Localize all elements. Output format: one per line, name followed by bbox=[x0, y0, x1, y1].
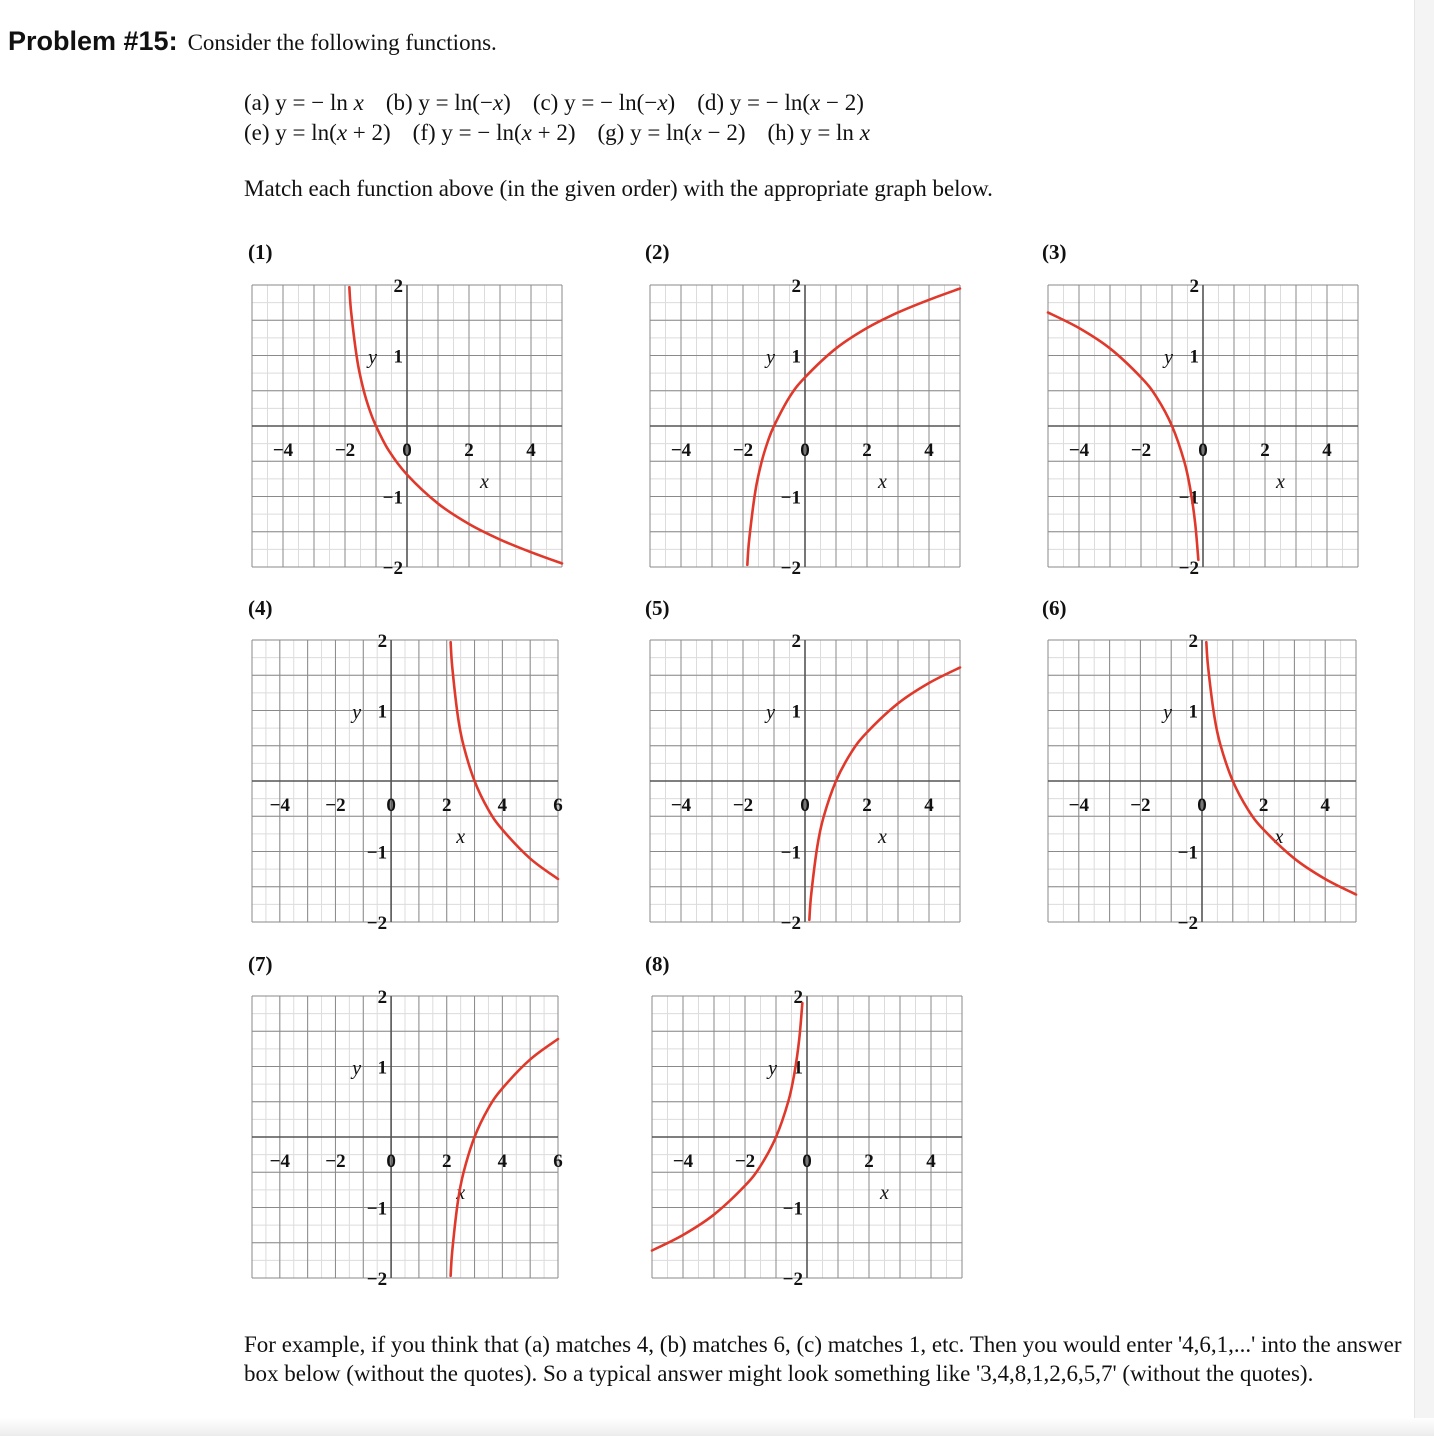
x-tick-label: 0 bbox=[1198, 440, 1208, 461]
y-tick-label: 2 bbox=[791, 631, 801, 652]
x-tick-label: 4 bbox=[497, 795, 508, 816]
y-axis-label: y bbox=[1164, 346, 1173, 369]
y-axis-label: y bbox=[352, 701, 362, 724]
function-expr: y = − ln(− bbox=[564, 90, 658, 115]
x-tick-label: 4 bbox=[526, 440, 536, 461]
x-tick-label: 2 bbox=[441, 795, 452, 816]
y-tick-label: −1 bbox=[1177, 842, 1198, 864]
x-tick-label: 4 bbox=[497, 1151, 508, 1172]
function-tag: (d) bbox=[697, 90, 730, 115]
y-tick-label: 2 bbox=[377, 987, 388, 1008]
y-tick-label: 1 bbox=[1188, 701, 1198, 723]
x-tick-label: −4 bbox=[1068, 440, 1090, 461]
function-variable: x bbox=[691, 120, 702, 145]
graph-curve bbox=[809, 667, 960, 919]
y-tick-label: 1 bbox=[1189, 346, 1199, 368]
y-tick-label: −1 bbox=[366, 1198, 388, 1220]
function-tag: (a) bbox=[244, 90, 276, 115]
function-variable: x bbox=[353, 90, 364, 115]
y-tick-label: 2 bbox=[791, 276, 801, 297]
y-tick-label: −1 bbox=[366, 842, 388, 864]
graph-label-1: (1) bbox=[248, 240, 273, 264]
y-tick-label: 2 bbox=[393, 276, 403, 297]
x-axis-label: x bbox=[480, 471, 489, 493]
graph-5 bbox=[650, 631, 960, 934]
function-variable: x bbox=[521, 120, 532, 145]
x-axis-label: x bbox=[1274, 826, 1284, 848]
x-tick-label: 0 bbox=[802, 1151, 812, 1172]
y-tick-label: −2 bbox=[382, 558, 403, 579]
x-axis-label: x bbox=[880, 1182, 889, 1204]
function-variable: x bbox=[859, 120, 870, 145]
x-tick-label: −2 bbox=[334, 440, 356, 461]
x-tick-label: −2 bbox=[325, 795, 346, 816]
function-variable: x bbox=[810, 90, 821, 115]
function-expr-end: ) bbox=[667, 90, 676, 115]
function-tag: (f) bbox=[412, 120, 442, 145]
graph-label-6: (6) bbox=[1042, 596, 1067, 620]
y-tick-label: −2 bbox=[782, 1269, 803, 1290]
y-tick-label: 1 bbox=[791, 701, 801, 723]
x-axis-label: x bbox=[1276, 471, 1285, 493]
graph-curve bbox=[1206, 642, 1356, 894]
y-tick-label: −2 bbox=[366, 913, 388, 934]
y-tick-label: −1 bbox=[780, 842, 801, 864]
function-g bbox=[598, 120, 746, 145]
function-c bbox=[533, 90, 675, 115]
graph-label-3: (3) bbox=[1042, 240, 1067, 264]
x-tick-label: −4 bbox=[672, 1151, 694, 1172]
graph-label-2: (2) bbox=[645, 240, 670, 264]
function-expr: y = − ln bbox=[275, 90, 354, 115]
graph-curve bbox=[652, 1003, 802, 1250]
y-tick-label: 2 bbox=[1189, 276, 1199, 297]
y-tick-label: −2 bbox=[1177, 913, 1198, 934]
graph-6 bbox=[1048, 631, 1356, 934]
x-tick-label: 2 bbox=[441, 1151, 452, 1172]
y-axis-label: y bbox=[352, 1057, 362, 1080]
x-tick-label: 2 bbox=[862, 440, 872, 461]
x-tick-label: 2 bbox=[862, 795, 872, 816]
x-tick-label: −2 bbox=[1130, 795, 1151, 816]
x-tick-label: 2 bbox=[464, 440, 474, 461]
function-expr-end: − 2) bbox=[820, 90, 864, 115]
problem-label: Problem #15: bbox=[8, 26, 178, 56]
graph-label-4: (4) bbox=[248, 596, 273, 620]
function-e bbox=[244, 120, 391, 145]
function-expr: y = ln( bbox=[630, 120, 692, 145]
x-tick-label: 4 bbox=[924, 440, 934, 461]
x-tick-label: 0 bbox=[800, 440, 810, 461]
x-axis-label: x bbox=[456, 826, 466, 848]
x-tick-label: −4 bbox=[670, 440, 692, 461]
y-tick-label: −1 bbox=[1178, 487, 1199, 509]
graph-3 bbox=[1048, 276, 1358, 579]
function-expr: y = − ln( bbox=[441, 120, 522, 145]
graph-curve bbox=[451, 642, 558, 879]
y-tick-label: 1 bbox=[377, 1057, 388, 1079]
x-tick-label: 2 bbox=[1258, 795, 1269, 816]
functions-row-2 bbox=[244, 120, 892, 146]
page-bottom-edge bbox=[0, 1418, 1434, 1436]
y-axis-label: y bbox=[368, 346, 377, 369]
y-tick-label: −1 bbox=[382, 487, 403, 509]
problem-intro: Consider the following functions. bbox=[187, 30, 497, 55]
x-tick-label: 0 bbox=[386, 795, 396, 816]
graph-label-7: (7) bbox=[248, 952, 273, 976]
y-tick-label: −1 bbox=[780, 487, 801, 509]
x-tick-label: −4 bbox=[269, 1151, 290, 1172]
x-tick-label: −4 bbox=[670, 795, 692, 816]
function-variable: x bbox=[657, 90, 668, 115]
x-tick-label: 6 bbox=[553, 1151, 563, 1172]
x-tick-label: 2 bbox=[864, 1151, 874, 1172]
graph-8 bbox=[652, 987, 962, 1290]
graph-7 bbox=[252, 987, 563, 1290]
x-tick-label: 2 bbox=[1260, 440, 1270, 461]
instruction-text: Match each function above (in the given order) with the appropriate graph below. bbox=[244, 176, 993, 201]
problem-header bbox=[8, 26, 497, 57]
function-d bbox=[697, 90, 864, 115]
x-tick-label: 0 bbox=[1197, 795, 1207, 816]
x-tick-label: −4 bbox=[1068, 795, 1089, 816]
x-axis-label: x bbox=[878, 826, 887, 848]
y-tick-label: −1 bbox=[782, 1198, 803, 1220]
function-expr: y = ln bbox=[800, 120, 860, 145]
y-tick-label: 1 bbox=[377, 701, 388, 723]
x-tick-label: −4 bbox=[269, 795, 290, 816]
graph-1 bbox=[252, 276, 562, 579]
function-expr: y = ln(− bbox=[418, 90, 493, 115]
y-tick-label: 1 bbox=[393, 346, 403, 368]
example-instructions: For example, if you think that (a) matches 4, (b) matches 6, (c) matches 1, etc. Then you would enter '4,6,1,...' into the answer box below (without the quotes). So a typical answer might look something like '3,4,8,1,2,6,5,7' (without the quotes). bbox=[244, 1332, 1402, 1386]
graph-curve bbox=[1048, 312, 1198, 559]
page-scroll-edge bbox=[1414, 0, 1434, 1436]
x-tick-label: 6 bbox=[553, 795, 563, 816]
function-tag: (h) bbox=[767, 120, 801, 145]
function-variable: x bbox=[492, 90, 504, 115]
graph-label-5: (5) bbox=[645, 596, 670, 620]
y-axis-label: y bbox=[1163, 701, 1172, 724]
graph-2 bbox=[650, 276, 960, 579]
y-tick-label: 2 bbox=[377, 631, 388, 652]
function-a bbox=[244, 90, 364, 115]
function-expr: y = ln( bbox=[275, 120, 337, 145]
y-tick-label: −2 bbox=[366, 1269, 388, 1290]
function-tag: (g) bbox=[597, 120, 631, 145]
x-tick-label: −2 bbox=[732, 440, 754, 461]
x-tick-label: 4 bbox=[924, 795, 934, 816]
y-axis-label: y bbox=[766, 701, 775, 724]
function-expr-end: − 2) bbox=[701, 120, 746, 145]
x-tick-label: 4 bbox=[1322, 440, 1332, 461]
y-tick-label: −2 bbox=[780, 558, 801, 579]
x-tick-label: 0 bbox=[386, 1151, 396, 1172]
x-tick-label: −2 bbox=[1130, 440, 1152, 461]
function-expr-end: ) bbox=[503, 90, 511, 115]
function-b bbox=[386, 90, 511, 115]
x-tick-label: 0 bbox=[800, 795, 810, 816]
y-axis-label: y bbox=[768, 1057, 777, 1080]
x-axis-label: x bbox=[878, 471, 887, 493]
function-expr-end: + 2) bbox=[531, 120, 576, 145]
x-tick-label: −2 bbox=[734, 1151, 756, 1172]
x-tick-label: −4 bbox=[272, 440, 294, 461]
x-tick-label: −2 bbox=[732, 795, 754, 816]
graph-label-8: (8) bbox=[645, 952, 670, 976]
y-tick-label: 2 bbox=[1188, 631, 1198, 652]
function-tag: (b) bbox=[385, 90, 419, 115]
y-tick-label: −2 bbox=[1178, 558, 1199, 579]
x-tick-label: 4 bbox=[926, 1151, 936, 1172]
function-tag: (e) bbox=[244, 120, 276, 145]
function-f bbox=[413, 120, 576, 145]
y-tick-label: −2 bbox=[780, 913, 801, 934]
x-tick-label: 0 bbox=[402, 440, 412, 461]
y-axis-label: y bbox=[766, 346, 775, 369]
y-tick-label: 2 bbox=[793, 987, 803, 1008]
y-tick-label: 1 bbox=[791, 346, 801, 368]
y-tick-label: 1 bbox=[793, 1057, 803, 1079]
function-h bbox=[767, 120, 869, 145]
graph-4 bbox=[252, 631, 563, 934]
x-tick-label: 4 bbox=[1320, 795, 1330, 816]
x-axis-label: x bbox=[456, 1182, 466, 1204]
function-variable: x bbox=[336, 120, 348, 145]
function-expr-end: + 2) bbox=[347, 120, 391, 145]
functions-row-1 bbox=[244, 90, 886, 116]
function-expr: y = − ln( bbox=[729, 90, 811, 115]
function-tag: (c) bbox=[532, 90, 565, 115]
x-tick-label: −2 bbox=[325, 1151, 346, 1172]
